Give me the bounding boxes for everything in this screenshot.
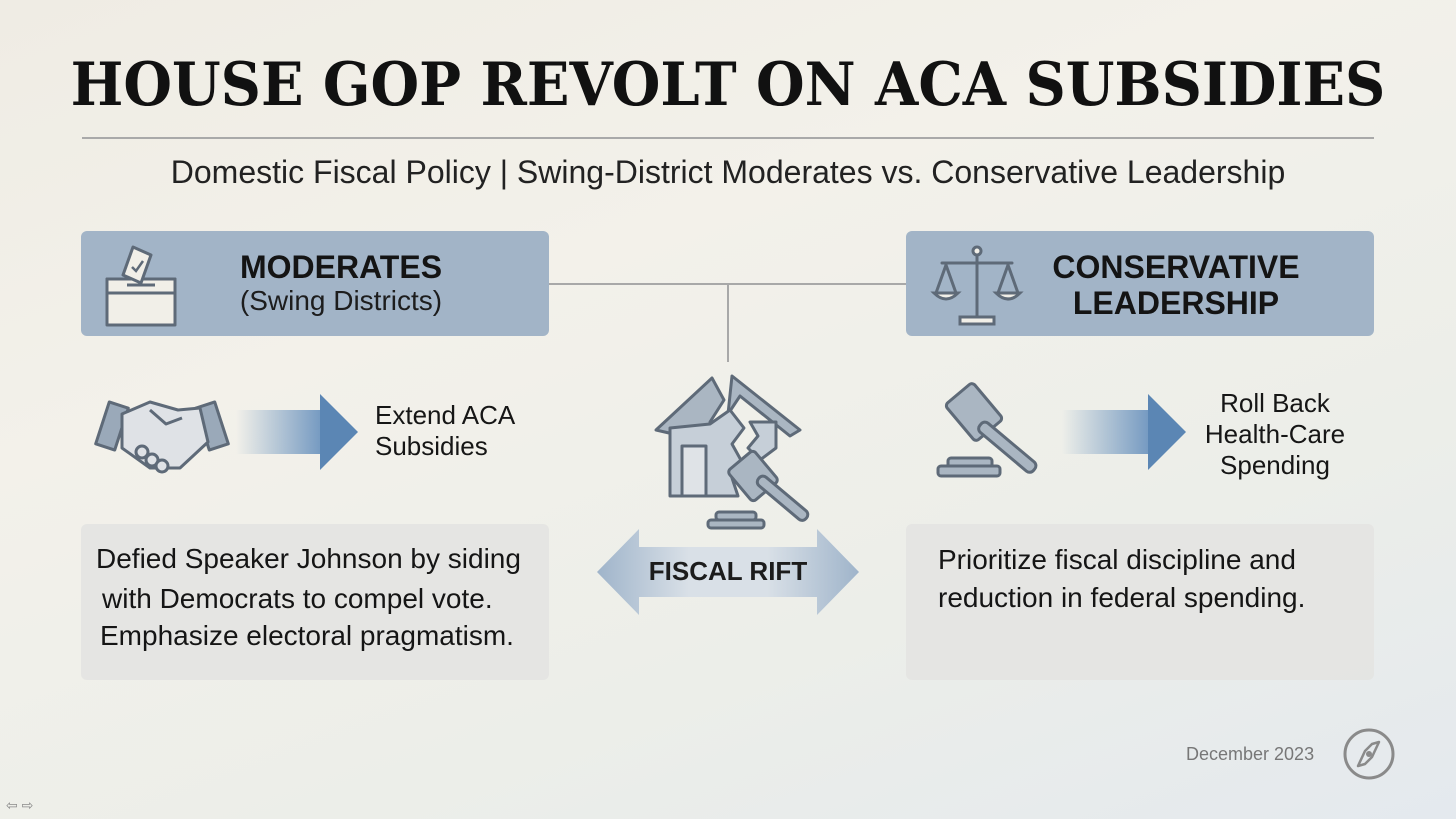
page-title: HOUSE GOP REVOLT ON ACA SUBSIDIES (70, 50, 1386, 120)
slide-nav (6, 797, 33, 814)
ballot-box-icon (103, 241, 183, 331)
left-action-line2: Subsidies (375, 431, 488, 461)
moderates-desc-line2: with Democrats to compel vote. (102, 583, 493, 614)
gavel-icon (934, 380, 1064, 490)
left-action-arrow-shaft (236, 410, 326, 454)
moderates-title: MODERATES (239, 249, 443, 285)
prev-slide-arrow-icon[interactable]: ⇦ (6, 797, 18, 813)
compass-icon (1341, 726, 1397, 782)
moderates-desc-line1: Defied Speaker Johnson by siding (96, 543, 521, 574)
moderates-desc-line3: Emphasize electoral pragmatism. (100, 620, 514, 651)
moderates-subtitle: (Swing Districts) (239, 285, 443, 316)
date-label: December 2023 (1186, 744, 1315, 764)
left-action-line1: Extend ACA (375, 400, 516, 430)
title-divider (82, 137, 1374, 139)
conservative-header (906, 231, 1374, 336)
fiscal-rift-label: FISCAL RIFT (648, 556, 808, 586)
handshake-icon (100, 390, 230, 480)
conservative-desc-line1: Prioritize fiscal discipline and (938, 544, 1296, 575)
conservative-title-line1: CONSERVATIVE (1052, 249, 1300, 285)
page-subtitle: Domestic Fiscal Policy | Swing-District Moderates vs. Conservative Leadership (170, 154, 1286, 190)
right-action-arrow-head (1148, 392, 1188, 472)
conservative-desc-line2: reduction in federal spending. (938, 582, 1306, 613)
right-action-line3: Spending (1220, 450, 1330, 480)
right-action-line2: Health-Care (1204, 419, 1346, 449)
conservative-title-line2: LEADERSHIP (1072, 285, 1280, 321)
scales-icon (932, 241, 1022, 331)
broken-house-gavel-icon (650, 370, 830, 540)
left-action-arrow-head (320, 392, 360, 472)
right-action-arrow-shaft (1062, 410, 1154, 454)
moderates-header (81, 231, 549, 336)
next-slide-arrow-icon[interactable]: ⇨ (21, 797, 34, 813)
right-action-line1: Roll Back (1220, 388, 1330, 418)
center-connector-line (727, 284, 729, 362)
